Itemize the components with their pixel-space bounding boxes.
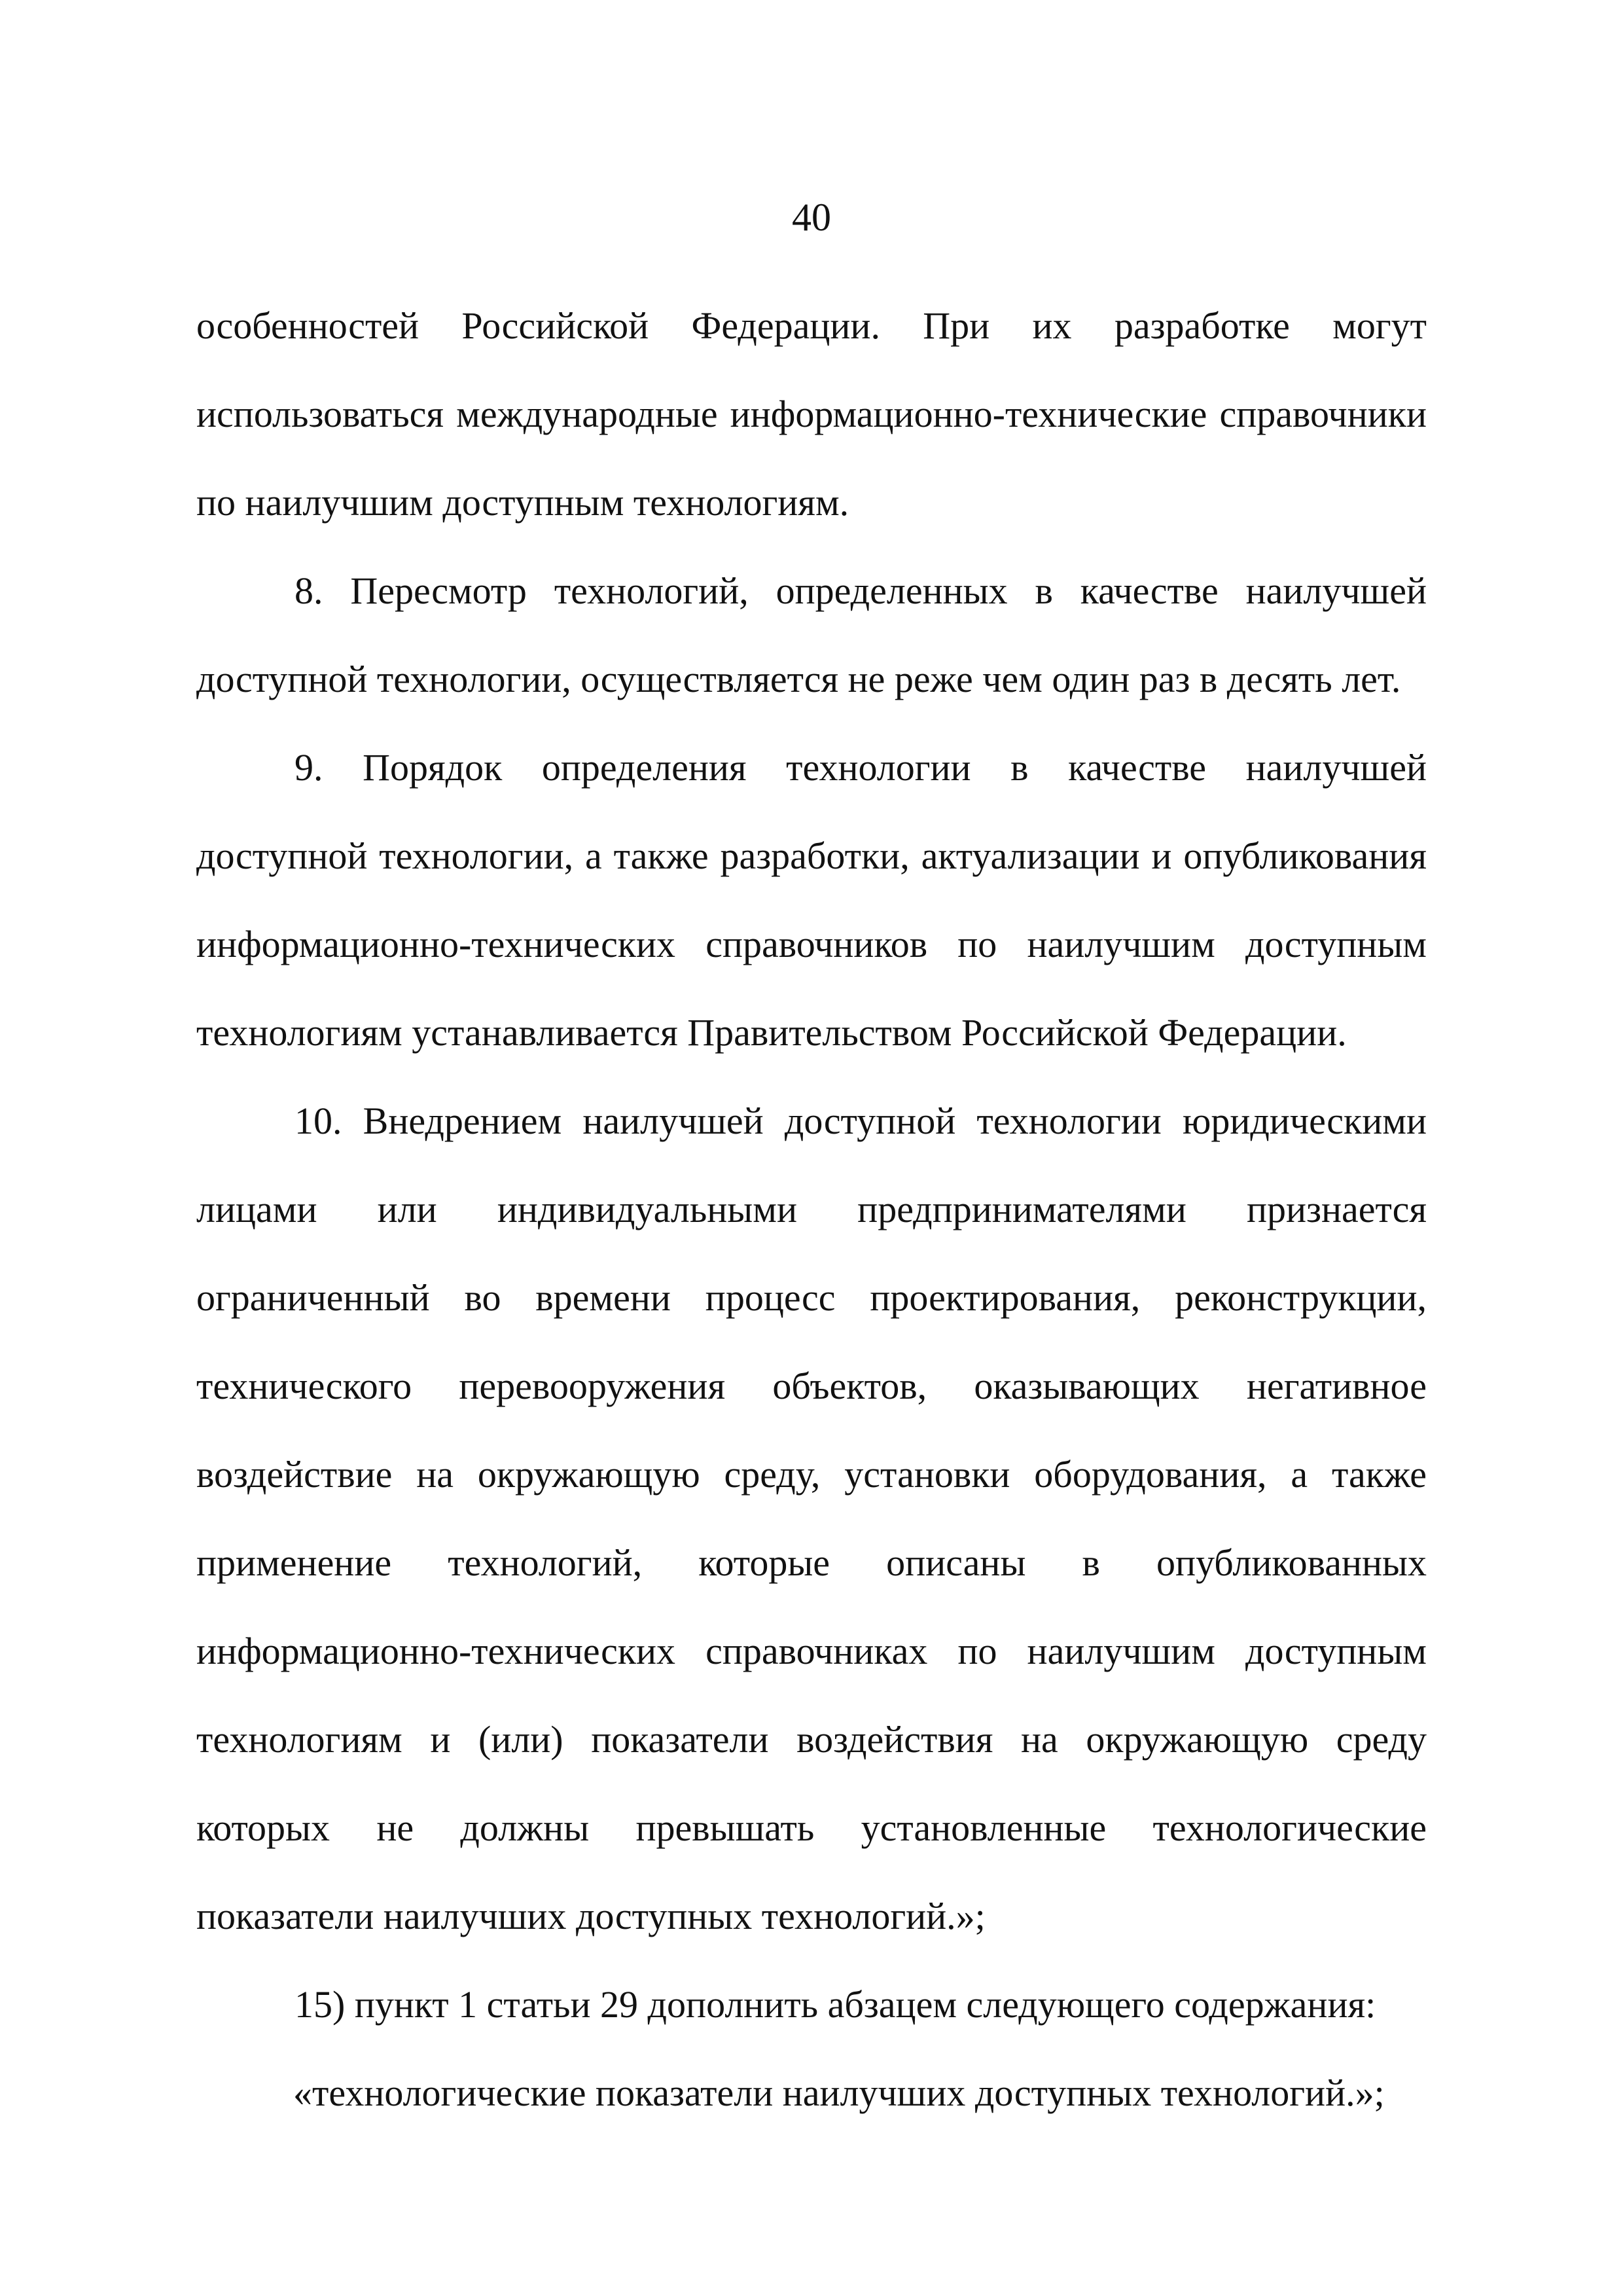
quoted-text-line: «технологические показатели наилучших доступных технологий.»; — [293, 2072, 1385, 2114]
text-line: показатели наилучших доступных технологий.»; — [196, 1895, 986, 1937]
text-line: особенностей Российской Федерации. При их разработке могут — [196, 304, 1427, 347]
text-line: доступной технологии, а также разработки, актуализации и опубликования — [196, 834, 1427, 877]
paragraph-10-line: 10. Внедрением наилучшей доступной технологии юридическими — [294, 1100, 1427, 1142]
text-line: информационно-технических справочников по наилучшим доступным — [196, 923, 1427, 965]
paragraph-9-line: 9. Порядок определения технологии в качестве наилучшей — [294, 746, 1427, 789]
text-line: применение технологий, которые описаны в опубликованных — [196, 1541, 1427, 1584]
page-number: 40 — [792, 196, 831, 239]
text-line: информационно-технических справочниках по наилучшим доступным — [196, 1630, 1427, 1672]
text-line: доступной технологии, осуществляется не реже чем один раз в десять лет. — [196, 658, 1401, 700]
document-body — [196, 281, 1427, 2137]
text-line: по наилучшим доступным технологиям. — [196, 481, 849, 524]
text-line: которых не должны превышать установленные технологические — [196, 1806, 1427, 1849]
text-line: воздействие на окружающую среду, установки оборудования, а также — [196, 1453, 1427, 1496]
text-line: лицами или индивидуальными предпринимателями признается — [196, 1188, 1427, 1230]
text-line: технологиям устанавливается Правительством Российской Федерации. — [196, 1011, 1347, 1054]
text-line: ограниченный во времени процесс проектирования, реконструкции, — [196, 1276, 1427, 1319]
paragraph-8-line: 8. Пересмотр технологий, определенных в качестве наилучшей — [294, 569, 1427, 612]
text-line: технического перевооружения объектов, оказывающих негативное — [196, 1365, 1427, 1407]
text-line: технологиям и (или) показатели воздействия на окружающую среду — [196, 1718, 1427, 1761]
item-15-line: 15) пункт 1 статьи 29 дополнить абзацем следующего содержания: — [294, 1983, 1376, 2026]
text-line: использоваться международные информационно-технические справочники — [196, 393, 1427, 435]
